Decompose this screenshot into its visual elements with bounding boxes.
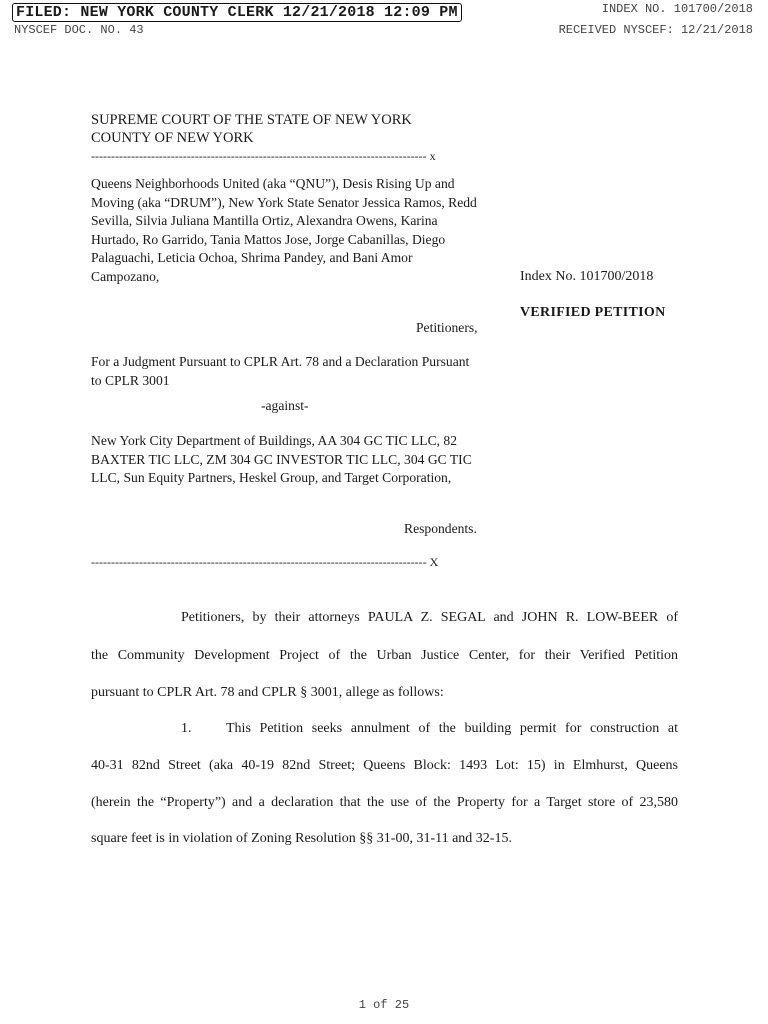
- paragraph-line: square feet is in violation of Zoning Resolution §§ 31-00, 31-11 and 32-15.: [91, 831, 512, 846]
- caption-index-number: Index No. 101700/2018: [520, 269, 654, 284]
- page-number: 1 of 25: [358, 998, 410, 1012]
- filed-stamp: FILED: NEW YORK COUNTY CLERK 12/21/2018 12:09 PM: [12, 3, 462, 22]
- caption-separator-top: ------------------------------------------------------------------------------------ x: [91, 149, 436, 163]
- nyscef-doc-number: NYSCEF DOC. NO. 43: [14, 23, 144, 37]
- paragraph-number: 1.: [181, 721, 192, 736]
- court-name: SUPREME COURT OF THE STATE OF NEW YORK: [91, 112, 412, 128]
- against-label: -against-: [261, 398, 309, 413]
- paragraph-line: (herein the “Property”) and a declaration that the use of the Property for a Target store of 23,580: [91, 795, 678, 810]
- header-index-number: INDEX NO. 101700/2018: [601, 2, 753, 16]
- paragraph-line: 40-31 82nd Street (aka 40-19 82nd Street; Queens Block: 1493 Lot: 15) in Elmhurst, Queens: [91, 758, 678, 773]
- paragraph-line: This Petition seeks annulment of the building permit for construction at: [226, 721, 678, 736]
- court-county: COUNTY OF NEW YORK: [91, 130, 254, 146]
- received-date: RECEIVED NYSCEF: 12/21/2018: [558, 23, 753, 37]
- intro-line: the Community Development Project of the Urban Justice Center, for their Verified Petition: [91, 648, 678, 663]
- document-title: VERIFIED PETITION: [520, 305, 666, 320]
- judgment-description: For a Judgment Pursuant to CPLR Art. 78 and a Declaration Pursuant to CPLR 3001: [91, 354, 470, 388]
- respondents-list: New York City Department of Buildings, AA 304 GC TIC LLC, 82 BAXTER TIC LLC, ZM 304 GC INVESTOR TIC LLC, 304 GC TIC LLC, Sun Equity Partners, Heskel Group, and Target Corporation,: [91, 433, 472, 486]
- petitioners-list: Queens Neighborhoods United (aka “QNU”), Desis Rising Up and Moving (aka “DRUM”), New York State Senator Jessica Ramos, Redd Sevilla, Silvia Juliana Mantilla Ortiz, Alexandra Owens, Karina Hurtado, Ro Garrido, Tania Mattos Jose, Jorge Cabanillas, Diego Palaguachi, Leticia Ochoa, Shrima Pandey, and Bani Amor Campozano,: [91, 176, 477, 284]
- court-heading: [91, 111, 412, 147]
- intro-line: pursuant to CPLR Art. 78 and CPLR § 3001, allege as follows:: [91, 685, 444, 700]
- caption-separator-bottom: ------------------------------------------------------------------------------------ X: [91, 555, 439, 569]
- petitioners-label: Petitioners,: [416, 320, 478, 335]
- respondents-label: Respondents.: [404, 521, 477, 536]
- intro-line: Petitioners, by their attorneys PAULA Z. SEGAL and JOHN R. LOW-BEER of: [181, 610, 678, 625]
